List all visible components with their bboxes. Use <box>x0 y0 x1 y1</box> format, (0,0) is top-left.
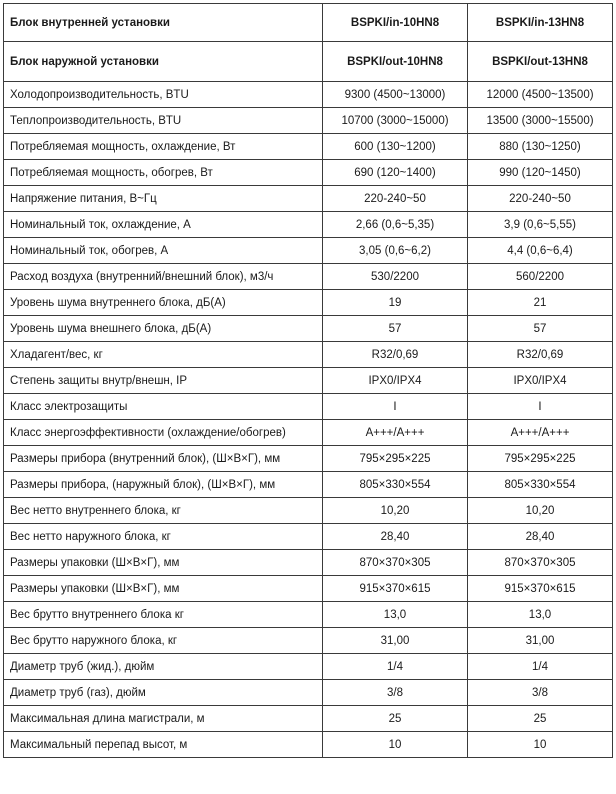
table-row <box>4 394 613 420</box>
outdoor-model-2: BSPKI/out-13HN8 <box>468 42 613 82</box>
value-cell-model-2: A+++/A+++ <box>468 420 613 446</box>
table-row <box>4 264 613 290</box>
value-cell-model-1: 2,66 (0,6~5,35) <box>323 212 468 238</box>
value-cell-model-1: A+++/A+++ <box>323 420 468 446</box>
value-cell-model-2: 10 <box>468 732 613 758</box>
table-row <box>4 160 613 186</box>
value-cell-model-1: 10700 (3000~15000) <box>323 108 468 134</box>
param-cell: Вес брутто наружного блока, кг <box>4 628 323 654</box>
value-cell-model-1: 600 (130~1200) <box>323 134 468 160</box>
outdoor-model-1: BSPKI/out-10HN8 <box>323 42 468 82</box>
value-cell-model-1: 28,40 <box>323 524 468 550</box>
value-cell-model-2: 10,20 <box>468 498 613 524</box>
param-cell: Диаметр труб (газ), дюйм <box>4 680 323 706</box>
value-cell-model-1: 31,00 <box>323 628 468 654</box>
value-cell-model-2: 25 <box>468 706 613 732</box>
table-row <box>4 550 613 576</box>
value-cell-model-2: R32/0,69 <box>468 342 613 368</box>
value-cell-model-2: 13,0 <box>468 602 613 628</box>
value-cell-model-2: 4,4 (0,6~6,4) <box>468 238 613 264</box>
value-cell-model-1: 3/8 <box>323 680 468 706</box>
value-cell-model-1: 1/4 <box>323 654 468 680</box>
value-cell-model-2: 31,00 <box>468 628 613 654</box>
param-cell: Размеры прибора, (наружный блок), (Ш×В×Г), мм <box>4 472 323 498</box>
value-cell-model-2: I <box>468 394 613 420</box>
value-cell-model-1: 9300 (4500~13000) <box>323 82 468 108</box>
value-cell-model-2: 28,40 <box>468 524 613 550</box>
value-cell-model-2: 870×370×305 <box>468 550 613 576</box>
spec-table <box>3 3 613 758</box>
value-cell-model-2: 880 (130~1250) <box>468 134 613 160</box>
value-cell-model-1: R32/0,69 <box>323 342 468 368</box>
value-cell-model-1: 220-240~50 <box>323 186 468 212</box>
value-cell-model-2: 990 (120~1450) <box>468 160 613 186</box>
outdoor-unit-label: Блок наружной установки <box>4 42 323 82</box>
value-cell-model-1: 10 <box>323 732 468 758</box>
param-cell: Вес нетто наружного блока, кг <box>4 524 323 550</box>
value-cell-model-1: 10,20 <box>323 498 468 524</box>
value-cell-model-2: 805×330×554 <box>468 472 613 498</box>
value-cell-model-2: 3/8 <box>468 680 613 706</box>
param-cell: Вес брутто внутреннего блока кг <box>4 602 323 628</box>
value-cell-model-1: IPX0/IPX4 <box>323 368 468 394</box>
param-cell: Потребляемая мощность, обогрев, Вт <box>4 160 323 186</box>
table-row <box>4 732 613 758</box>
param-cell: Класс энергоэффективности (охлаждение/обогрев) <box>4 420 323 446</box>
indoor-model-1: BSPKI/in-10HN8 <box>323 4 468 42</box>
table-row <box>4 212 613 238</box>
table-row <box>4 82 613 108</box>
table-row <box>4 576 613 602</box>
param-cell: Вес нетто внутреннего блока, кг <box>4 498 323 524</box>
value-cell-model-1: 805×330×554 <box>323 472 468 498</box>
param-cell: Размеры прибора (внутренний блок), (Ш×В×Г), мм <box>4 446 323 472</box>
table-row <box>4 316 613 342</box>
table-row <box>4 108 613 134</box>
value-cell-model-2: 57 <box>468 316 613 342</box>
value-cell-model-2: 1/4 <box>468 654 613 680</box>
spec-table-body <box>4 4 613 758</box>
value-cell-model-2: IPX0/IPX4 <box>468 368 613 394</box>
table-row <box>4 186 613 212</box>
table-row <box>4 680 613 706</box>
value-cell-model-2: 795×295×225 <box>468 446 613 472</box>
header-row-outdoor <box>4 42 613 82</box>
param-cell: Максимальный перепад высот, м <box>4 732 323 758</box>
table-row <box>4 368 613 394</box>
value-cell-model-2: 220-240~50 <box>468 186 613 212</box>
value-cell-model-2: 915×370×615 <box>468 576 613 602</box>
table-row <box>4 446 613 472</box>
value-cell-model-1: 530/2200 <box>323 264 468 290</box>
value-cell-model-2: 560/2200 <box>468 264 613 290</box>
value-cell-model-2: 12000 (4500~13500) <box>468 82 613 108</box>
value-cell-model-1: I <box>323 394 468 420</box>
value-cell-model-1: 690 (120~1400) <box>323 160 468 186</box>
table-row <box>4 524 613 550</box>
table-row <box>4 706 613 732</box>
param-cell: Размеры упаковки (Ш×В×Г), мм <box>4 550 323 576</box>
table-row <box>4 342 613 368</box>
value-cell-model-2: 13500 (3000~15500) <box>468 108 613 134</box>
header-row-indoor <box>4 4 613 42</box>
table-row <box>4 420 613 446</box>
value-cell-model-1: 57 <box>323 316 468 342</box>
param-cell: Номинальный ток, охлаждение, А <box>4 212 323 238</box>
param-cell: Максимальная длина магистрали, м <box>4 706 323 732</box>
table-row <box>4 134 613 160</box>
indoor-unit-label: Блок внутренней установки <box>4 4 323 42</box>
param-cell: Класс электрозащиты <box>4 394 323 420</box>
param-cell: Напряжение питания, В~Гц <box>4 186 323 212</box>
param-cell: Расход воздуха (внутренний/внешний блок), м3/ч <box>4 264 323 290</box>
param-cell: Холодопроизводительность, BTU <box>4 82 323 108</box>
value-cell-model-1: 870×370×305 <box>323 550 468 576</box>
value-cell-model-1: 19 <box>323 290 468 316</box>
table-row <box>4 602 613 628</box>
param-cell: Потребляемая мощность, охлаждение, Вт <box>4 134 323 160</box>
table-row <box>4 628 613 654</box>
value-cell-model-1: 25 <box>323 706 468 732</box>
table-row <box>4 238 613 264</box>
table-row <box>4 290 613 316</box>
param-cell: Размеры упаковки (Ш×В×Г), мм <box>4 576 323 602</box>
param-cell: Хладагент/вес, кг <box>4 342 323 368</box>
table-row <box>4 498 613 524</box>
value-cell-model-1: 13,0 <box>323 602 468 628</box>
param-cell: Диаметр труб (жид.), дюйм <box>4 654 323 680</box>
param-cell: Теплопроизводительность, BTU <box>4 108 323 134</box>
param-cell: Степень защиты внутр/внешн, IP <box>4 368 323 394</box>
table-row <box>4 472 613 498</box>
param-cell: Уровень шума внутреннего блока, дБ(А) <box>4 290 323 316</box>
value-cell-model-1: 3,05 (0,6~6,2) <box>323 238 468 264</box>
indoor-model-2: BSPKI/in-13HN8 <box>468 4 613 42</box>
value-cell-model-2: 3,9 (0,6~5,55) <box>468 212 613 238</box>
value-cell-model-1: 915×370×615 <box>323 576 468 602</box>
param-cell: Уровень шума внешнего блока, дБ(А) <box>4 316 323 342</box>
value-cell-model-1: 795×295×225 <box>323 446 468 472</box>
param-cell: Номинальный ток, обогрев, А <box>4 238 323 264</box>
value-cell-model-2: 21 <box>468 290 613 316</box>
table-row <box>4 654 613 680</box>
